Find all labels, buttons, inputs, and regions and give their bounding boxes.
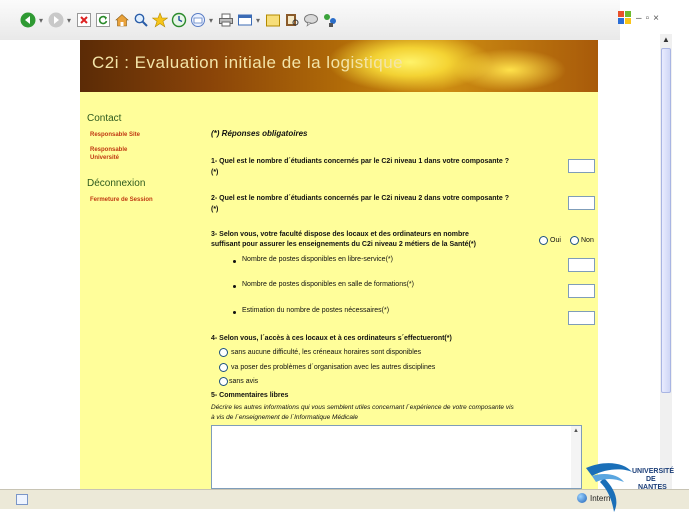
question-1: 1- Quel est le nombre d´étudiants concernés par le C2i niveau 1 dans votre composante ? <box>211 158 509 165</box>
sidebar-link-responsable-site[interactable]: Responsable Site <box>90 132 141 138</box>
scroll-up-icon[interactable]: ▲ <box>662 35 670 44</box>
home-icon[interactable] <box>114 12 130 28</box>
edit-dropdown-icon[interactable]: ▾ <box>256 15 261 25</box>
textarea-scroll-up-icon[interactable]: ▲ <box>573 428 579 434</box>
forward-dropdown-icon[interactable]: ▾ <box>67 15 72 25</box>
edit-icon[interactable] <box>237 12 253 28</box>
sidebar-link-responsable-universite[interactable]: Responsable Université <box>90 147 128 161</box>
q2-input[interactable] <box>568 196 595 210</box>
messenger-icon[interactable] <box>303 12 319 28</box>
university-logo <box>584 460 689 517</box>
question-2-required: (*) <box>211 206 219 213</box>
deconnexion-heading: Déconnexion <box>87 178 146 189</box>
q3-oui-label: Oui <box>550 237 561 244</box>
question-3-line2: suffisant pour assurer les enseignements du C2i niveau 2 métiers de la Santé(*) <box>211 241 476 248</box>
history-icon[interactable] <box>171 12 187 28</box>
q3-non-label: Non <box>581 237 594 244</box>
q4-option-2-radio[interactable] <box>219 363 228 372</box>
minimize-button[interactable]: – <box>636 12 642 24</box>
page-icon <box>16 494 28 505</box>
sub-question-postes-necessaires: Estimation du nombre de postes nécessaires(*) <box>242 307 390 314</box>
forward-icon[interactable] <box>48 12 64 28</box>
stop-icon[interactable] <box>76 12 92 28</box>
question-2: 2- Quel est le nombre d´étudiants concernés par le C2i niveau 2 dans votre composante ? <box>211 195 509 202</box>
page-banner <box>80 40 598 92</box>
q4-option-3-radio[interactable] <box>219 377 228 386</box>
sub-question-libre-service: Nombre de postes disponibles en libre-service(*) <box>242 256 393 263</box>
q4-option-1-label: sans aucune difficulté, les créneaux horaires sont disponibles <box>231 349 422 356</box>
back-icon[interactable] <box>20 12 36 28</box>
question-5: 5- Commentaires libres <box>211 392 289 399</box>
sidebar <box>80 92 200 489</box>
window-controls <box>618 8 678 28</box>
sidebar-link-logout[interactable]: Fermeture de Session <box>90 197 153 203</box>
q3-oui-radio[interactable] <box>539 236 548 245</box>
bullet <box>233 260 236 263</box>
mail-dropdown-icon[interactable]: ▾ <box>209 15 214 25</box>
required-note: (*) Réponses obligatoires <box>211 129 308 138</box>
question-3: 3- Selon vous, votre faculté dispose des locaux et des ordinateurs en nombre <box>211 231 469 238</box>
salle-formations-input[interactable] <box>568 284 595 298</box>
logo-line-3: NANTES <box>638 484 667 491</box>
print-icon[interactable] <box>218 12 234 28</box>
refresh-icon[interactable] <box>95 12 111 28</box>
logo-line-2: DE <box>646 476 656 483</box>
question-5-description: Décrire les autres informations qui vous semblent utiles concernant l´expérience de votre composante vis <box>211 404 514 411</box>
folder-icon[interactable] <box>265 12 281 28</box>
libre-service-input[interactable] <box>568 258 595 272</box>
windows-logo-icon <box>618 11 632 25</box>
mail-icon[interactable] <box>190 12 206 28</box>
postes-necessaires-input[interactable] <box>568 311 595 325</box>
page-scrollbar[interactable] <box>660 34 672 489</box>
restore-button[interactable]: ▫ <box>645 12 650 24</box>
tool-icon[interactable] <box>322 12 338 28</box>
q1-input[interactable] <box>568 159 595 173</box>
favorites-icon[interactable] <box>152 12 168 28</box>
research-icon[interactable] <box>284 12 300 28</box>
logo-text <box>632 468 674 492</box>
question-4: 4- Selon vous, l´accès à ces locaux et à ces ordinateurs s´effectueront(*) <box>211 335 452 342</box>
comments-textarea[interactable] <box>211 425 582 489</box>
scroll-thumb[interactable] <box>661 48 671 393</box>
q4-option-1-radio[interactable] <box>219 348 228 357</box>
bullet <box>233 285 236 288</box>
search-icon[interactable] <box>133 12 149 28</box>
q4-option-2-label: va poser des problèmes d´organisation avec les autres disciplines <box>231 364 436 371</box>
question-5-description-line2: à vis de l´enseignement de l´Informatique Médicale <box>211 414 359 421</box>
bullet <box>233 311 236 314</box>
sub-question-salle-formations: Nombre de postes disponibles en salle de formations(*) <box>242 281 414 288</box>
contact-heading: Contact <box>87 113 122 124</box>
question-1-required: (*) <box>211 169 219 176</box>
back-dropdown-icon[interactable]: ▾ <box>39 15 44 25</box>
logo-line-1: UNIVERSITÉ <box>632 468 675 475</box>
q3-non-radio[interactable] <box>570 236 579 245</box>
close-button[interactable]: × <box>653 12 659 24</box>
zone-label: Intern <box>590 493 611 503</box>
q4-option-3-label: sans avis <box>229 378 259 385</box>
page-title: C2i : Evaluation initiale de la logistique <box>92 53 404 72</box>
browser-toolbar <box>0 0 620 40</box>
